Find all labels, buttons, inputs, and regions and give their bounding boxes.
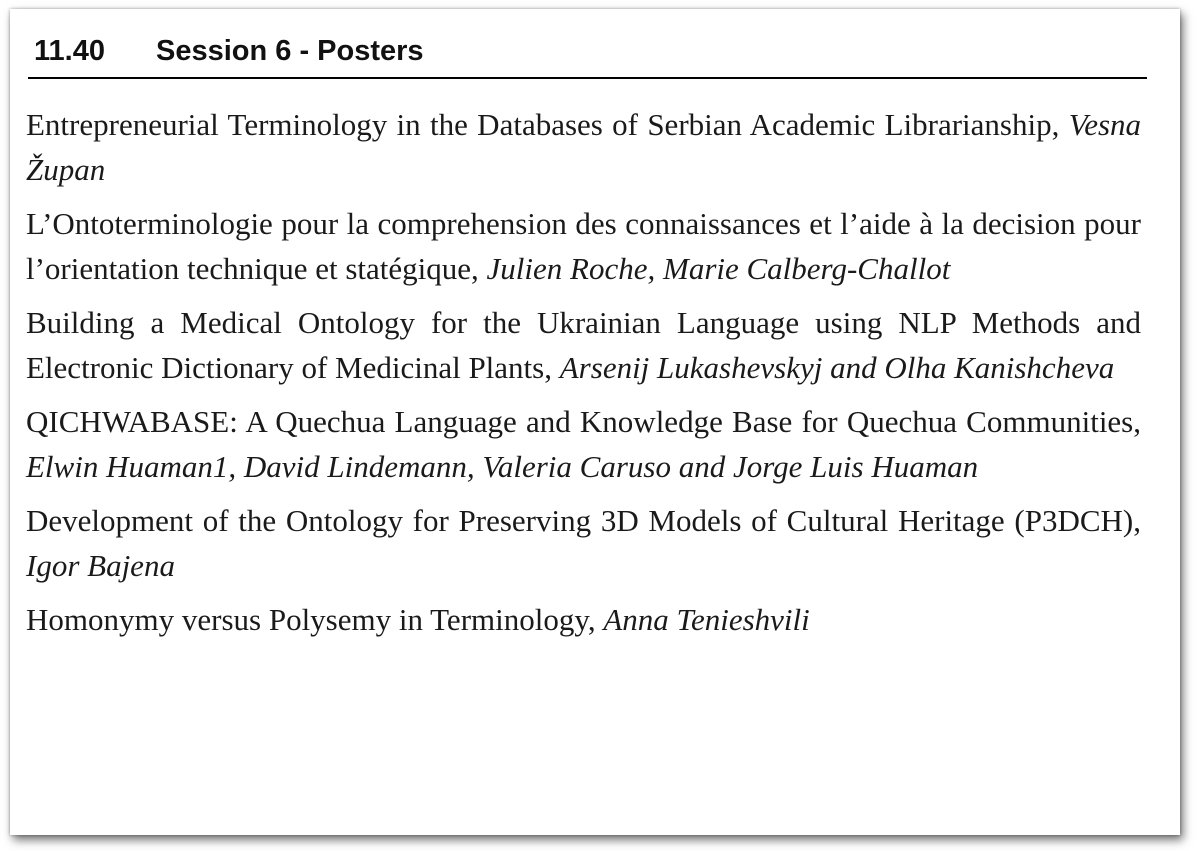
poster-authors: Arsenij Lukashevskyj and Olha Kanishcheva	[559, 350, 1115, 385]
poster-entry	[26, 498, 1141, 588]
poster-entry	[26, 399, 1141, 489]
poster-list	[26, 102, 1141, 651]
poster-entry	[26, 102, 1141, 192]
poster-title: L’Ontoterminologie pour la comprehension des connaissances et l’aide à la decision pour l’orientation technique et statégique	[26, 206, 1141, 286]
poster-separator: ,	[587, 602, 604, 637]
poster-separator: ,	[1133, 503, 1141, 538]
poster-authors: Anna Tenieshvili	[603, 602, 810, 637]
poster-title: Homonymy versus Polysemy in Terminology	[26, 602, 588, 637]
poster-separator: ,	[1051, 107, 1069, 142]
poster-entry	[26, 201, 1141, 291]
poster-title: Entrepreneurial Terminology in the Databases of Serbian Academic Librarianship	[26, 107, 1052, 142]
session-time: 11.40	[34, 35, 105, 67]
session-title: Session 6 - Posters	[156, 35, 424, 67]
poster-entry	[26, 597, 1141, 642]
poster-separator: ,	[471, 251, 487, 286]
poster-authors: Elwin Huaman1, David Lindemann, Valeria Caruso and Jorge Luis Huaman	[26, 449, 979, 484]
poster-separator: ,	[1133, 404, 1141, 439]
session-header	[28, 29, 1147, 79]
poster-authors: Vesna Župan	[26, 107, 1142, 187]
poster-title: QICHWABASE: A Quechua Language and Knowledge Base for Quechua Communities	[26, 404, 1134, 439]
poster-entry	[26, 300, 1141, 390]
poster-separator: ,	[544, 350, 560, 385]
poster-authors: Igor Bajena	[26, 548, 175, 583]
poster-authors: Julien Roche, Marie Calberg-Challot	[486, 251, 951, 286]
poster-title: Building a Medical Ontology for the Ukrainian Language using NLP Methods and Electronic Dictionary of Medicinal Plants	[26, 305, 1141, 385]
poster-title: Development of the Ontology for Preserving 3D Models of Cultural Heritage (P3DCH)	[26, 503, 1134, 538]
session-clipping	[10, 9, 1180, 835]
